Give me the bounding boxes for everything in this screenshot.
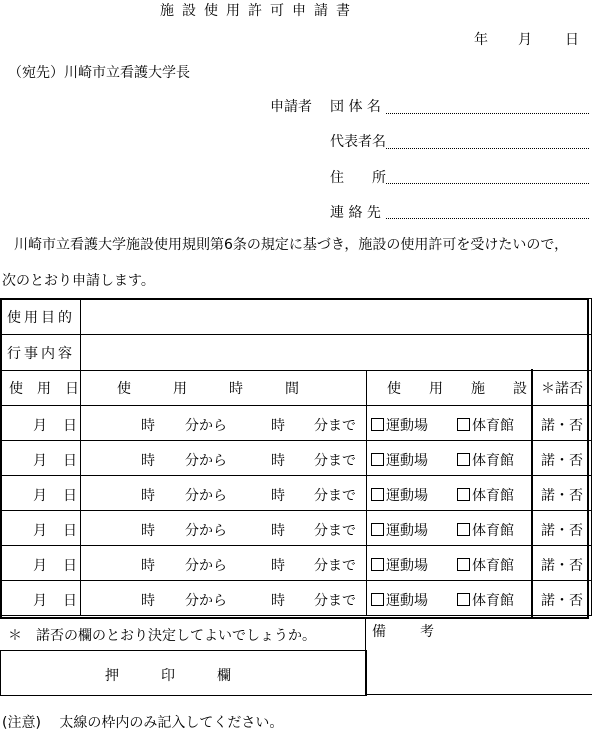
row-date[interactable] xyxy=(1,406,81,441)
row-date[interactable] xyxy=(1,441,81,476)
purpose-field[interactable] xyxy=(81,299,592,335)
approval-value: 諾・否 xyxy=(541,453,583,469)
hour-to-label: 時 xyxy=(271,453,285,469)
contact-field[interactable] xyxy=(386,218,589,219)
row-approval[interactable] xyxy=(533,476,592,511)
hour-to-label: 時 xyxy=(271,488,285,504)
address-field[interactable] xyxy=(386,183,589,184)
row-approval[interactable] xyxy=(533,511,592,546)
facility-option-1[interactable]: 運動場 xyxy=(371,590,428,610)
month-label: 月 xyxy=(33,418,47,434)
header-date: 使 用 日 xyxy=(1,371,81,406)
facility-option-1[interactable]: 運動場 xyxy=(371,555,428,575)
checkbox-icon[interactable] xyxy=(457,558,470,571)
minute-to-label: 分まで xyxy=(314,488,356,504)
row-time[interactable] xyxy=(81,441,367,476)
checkbox-icon[interactable] xyxy=(457,593,470,606)
row-time[interactable] xyxy=(81,581,367,616)
table-row xyxy=(1,546,592,581)
org-name-field[interactable] xyxy=(386,113,589,114)
form-title: 施設使用許可申請書 xyxy=(160,3,358,19)
checkbox-icon[interactable] xyxy=(371,488,384,501)
date-month-label: 月 xyxy=(518,32,532,48)
checkbox-icon[interactable] xyxy=(457,488,470,501)
row-time[interactable] xyxy=(81,406,367,441)
month-label: 月 xyxy=(33,488,47,504)
org-name-label: 団 体 名 xyxy=(330,99,381,115)
facility-option-1[interactable]: 運動場 xyxy=(371,450,428,470)
hour-to-label: 時 xyxy=(271,523,285,539)
hour-from-label: 時 xyxy=(141,488,155,504)
remarks-label: 備 考 xyxy=(372,624,444,640)
row-time[interactable] xyxy=(81,476,367,511)
row-facility xyxy=(367,441,533,476)
checkbox-icon[interactable] xyxy=(457,453,470,466)
footnote: (注意) 太線の枠内のみ記入してください。 xyxy=(2,715,284,731)
day-label: 日 xyxy=(63,453,77,469)
applicant-prefix: 申請者 xyxy=(270,99,312,115)
row-date[interactable] xyxy=(1,511,81,546)
checkbox-icon[interactable] xyxy=(457,523,470,536)
date-line xyxy=(474,29,488,49)
minute-to-label: 分まで xyxy=(314,453,356,469)
facility-option-2[interactable]: 体育館 xyxy=(457,485,514,505)
contact-label: 連 絡 先 xyxy=(330,205,381,221)
table-row xyxy=(1,441,592,476)
hour-from-label: 時 xyxy=(141,453,155,469)
approval-value: 諾・否 xyxy=(541,418,583,434)
facility-option-2[interactable]: 体育館 xyxy=(457,590,514,610)
hour-from-label: 時 xyxy=(141,418,155,434)
day-label: 日 xyxy=(63,523,77,539)
facility-option-2[interactable]: 体育館 xyxy=(457,520,514,540)
approval-value: 諾・否 xyxy=(541,558,583,574)
hour-to-label: 時 xyxy=(271,558,285,574)
checkbox-icon[interactable] xyxy=(371,453,384,466)
application-table xyxy=(0,298,592,616)
minute-to-label: 分まで xyxy=(314,418,356,434)
month-label: 月 xyxy=(33,558,47,574)
approval-note: ＊ 諾否の欄のとおり決定してよいでしょうか。 xyxy=(8,628,316,644)
approval-value: 諾・否 xyxy=(541,523,583,539)
address-label: 住 所 xyxy=(330,170,386,186)
facility-option-1[interactable]: 運動場 xyxy=(371,520,428,540)
month-label: 月 xyxy=(33,453,47,469)
table-row xyxy=(1,581,592,616)
row-date[interactable] xyxy=(1,581,81,616)
header-approval: ＊諾否 xyxy=(533,371,592,406)
checkbox-icon[interactable] xyxy=(371,593,384,606)
table-row xyxy=(1,476,592,511)
row-approval[interactable] xyxy=(533,406,592,441)
date-year-label: 年 xyxy=(474,32,488,48)
day-label: 日 xyxy=(63,488,77,504)
hour-from-label: 時 xyxy=(141,593,155,609)
minute-to-label: 分まで xyxy=(314,558,356,574)
table-row xyxy=(1,511,592,546)
header-facility: 使 用 施 設 xyxy=(367,371,533,406)
facility-option-1[interactable]: 運動場 xyxy=(371,415,428,435)
minute-from-label: 分から xyxy=(185,558,227,574)
checkbox-icon[interactable] xyxy=(371,523,384,536)
row-facility xyxy=(367,546,533,581)
approval-value: 諾・否 xyxy=(541,593,583,609)
hour-to-label: 時 xyxy=(271,418,285,434)
checkbox-icon[interactable] xyxy=(371,418,384,431)
facility-option-2[interactable]: 体育館 xyxy=(457,450,514,470)
checkbox-icon[interactable] xyxy=(371,558,384,571)
day-label: 日 xyxy=(63,593,77,609)
minute-to-label: 分まで xyxy=(314,523,356,539)
row-date[interactable] xyxy=(1,476,81,511)
row-approval[interactable] xyxy=(533,581,592,616)
intro-line-1: 川崎市立看護大学施設使用規則第6条の規定に基づき，施設の使用許可を受けたいので， xyxy=(14,237,569,253)
header-time: 使 用 時 間 xyxy=(81,371,367,406)
day-label: 日 xyxy=(63,418,77,434)
row-approval[interactable] xyxy=(533,546,592,581)
purpose-label: 使用目的 xyxy=(1,299,81,335)
minute-from-label: 分から xyxy=(185,453,227,469)
row-time[interactable] xyxy=(81,511,367,546)
row-approval[interactable] xyxy=(533,441,592,476)
addressee: （宛先）川崎市立看護大学長 xyxy=(8,65,190,81)
representative-field[interactable] xyxy=(386,148,589,149)
row-facility xyxy=(367,511,533,546)
seal-label: 押 印 欄 xyxy=(105,668,231,684)
month-label: 月 xyxy=(33,523,47,539)
table-row xyxy=(1,406,592,441)
row-date[interactable] xyxy=(1,546,81,581)
seal-box[interactable] xyxy=(0,650,367,696)
minute-from-label: 分から xyxy=(185,523,227,539)
facility-option-2[interactable]: 体育館 xyxy=(457,555,514,575)
facility-option-1[interactable]: 運動場 xyxy=(371,485,428,505)
event-field[interactable] xyxy=(81,335,592,371)
row-facility xyxy=(367,476,533,511)
minute-from-label: 分から xyxy=(185,593,227,609)
row-facility xyxy=(367,406,533,441)
day-label: 日 xyxy=(63,558,77,574)
event-label: 行事内容 xyxy=(1,335,81,371)
representative-label: 代表者名 xyxy=(330,134,386,150)
minute-from-label: 分から xyxy=(185,418,227,434)
month-label: 月 xyxy=(33,593,47,609)
hour-from-label: 時 xyxy=(141,523,155,539)
hour-to-label: 時 xyxy=(271,593,285,609)
approval-value: 諾・否 xyxy=(541,488,583,504)
minute-from-label: 分から xyxy=(185,488,227,504)
row-time[interactable] xyxy=(81,546,367,581)
checkbox-icon[interactable] xyxy=(457,418,470,431)
facility-option-2[interactable]: 体育館 xyxy=(457,415,514,435)
intro-line-2: 次のとおり申請します。 xyxy=(2,273,155,289)
minute-to-label: 分まで xyxy=(314,593,356,609)
date-day-label: 日 xyxy=(565,32,579,48)
row-facility xyxy=(367,581,533,616)
hour-from-label: 時 xyxy=(141,558,155,574)
